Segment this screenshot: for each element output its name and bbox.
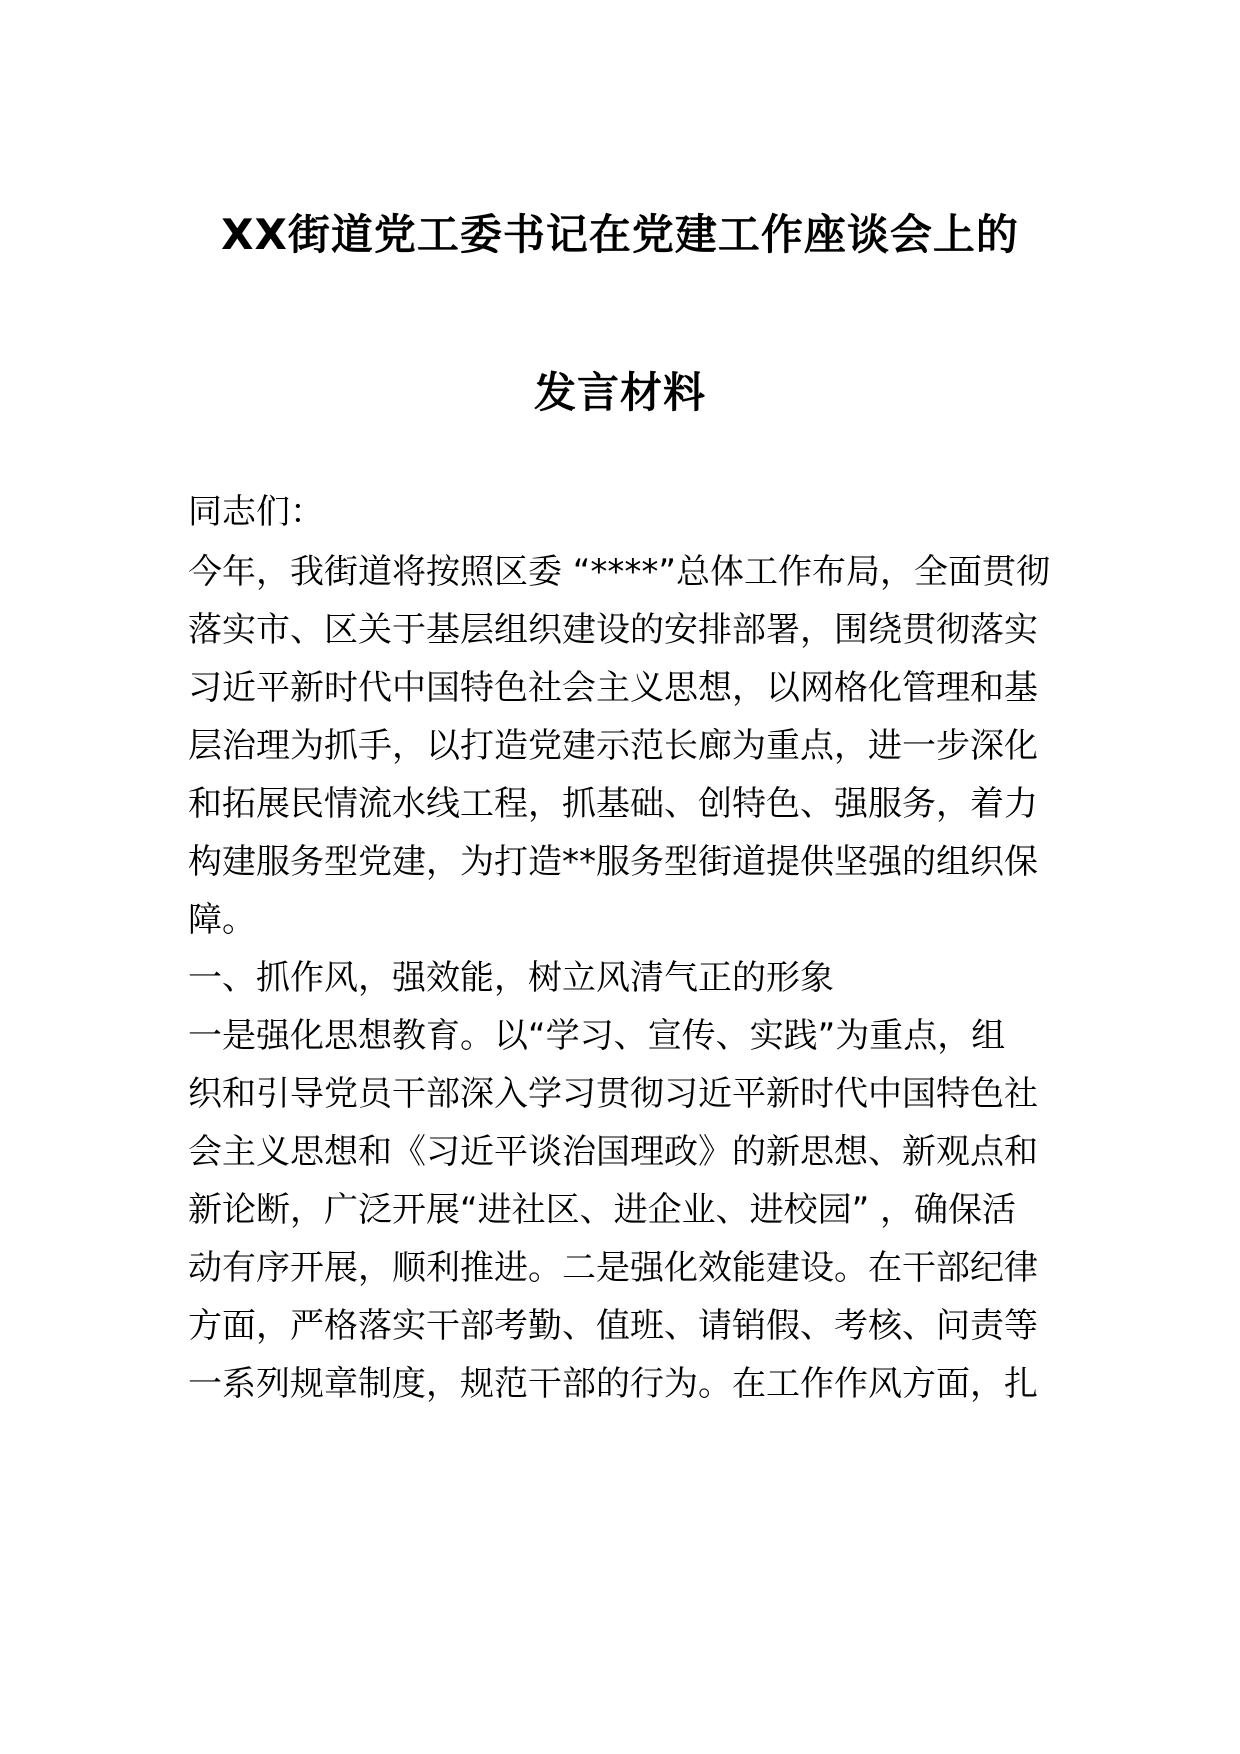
body-line-7: 构建服务型党建，为打造**服务型街道提供坚强的组织保 xyxy=(188,842,1038,882)
body-line-1: 同志们： xyxy=(188,492,324,532)
body-line-4: 习近平新时代中国特色社会主义思想，以网格化管理和基 xyxy=(188,668,1038,708)
body-line-8: 障。 xyxy=(188,900,256,940)
body-line-5: 层治理为抓手，以打造党建示范长廊为重点，进一步深化 xyxy=(188,726,1038,766)
body-line-2: 今年，我街道将按照区委 “****”总体工作布局，全面贯彻 xyxy=(188,552,1051,592)
body-line-14: 动有序开展，顺利推进。二是强化效能建设。在干部纪律 xyxy=(188,1248,1038,1288)
title-line-2: 发言材料 xyxy=(533,368,706,417)
body-line-3: 落实市、区关于基层组织建设的安排部署，围绕贯彻落实 xyxy=(188,610,1038,650)
title-line-1: XX街道党工委书记在党建工作座谈会上的 xyxy=(221,210,1019,259)
body-line-11: 织和引导党员干部深入学习贯彻习近平新时代中国特色社 xyxy=(188,1074,1038,1114)
body-line-10: 一是强化思想教育。以“学习、宣传、实践”为重点，组 xyxy=(188,1016,1006,1056)
body-line-16: 一系列规章制度，规范干部的行为。在工作作风方面，扎 xyxy=(188,1364,1038,1404)
section-heading-1: 一、抓作风，强效能，树立风清气正的形象 xyxy=(188,958,834,998)
body-line-15: 方面，严格落实干部考勤、值班、请销假、考核、问责等 xyxy=(188,1306,1038,1346)
body-line-12: 会主义思想和《习近平谈治国理政》的新思想、新观点和 xyxy=(188,1132,1038,1172)
body-line-6: 和拓展民情流水线工程，抓基础、创特色、强服务，着力 xyxy=(188,784,1038,824)
body-line-13: 新论断，广泛开展“进社区、进企业、进校园” ，确保活 xyxy=(188,1190,1017,1230)
